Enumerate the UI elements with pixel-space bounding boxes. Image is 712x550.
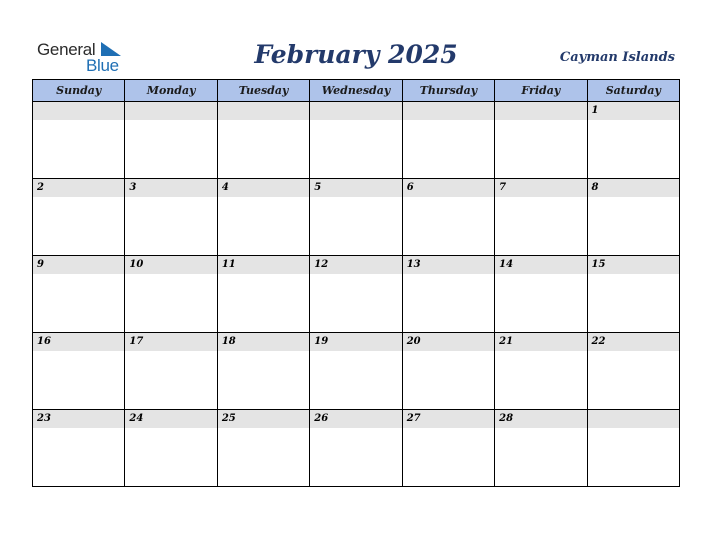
logo-blue-text: Blue xyxy=(86,56,119,75)
day-number xyxy=(33,102,124,120)
day-number: 7 xyxy=(495,179,586,197)
weekday-wednesday: Wednesday xyxy=(310,80,402,102)
day-cell xyxy=(587,179,679,256)
day-number: 24 xyxy=(125,410,216,428)
day-number: 6 xyxy=(403,179,494,197)
day-cell xyxy=(217,410,309,487)
day-number: 17 xyxy=(125,333,216,351)
day-number: 5 xyxy=(310,179,401,197)
day-cell xyxy=(402,410,494,487)
calendar-title: February 2025 xyxy=(254,40,458,69)
logo-general-text: General xyxy=(37,40,96,59)
day-cell xyxy=(310,256,402,333)
day-number: 21 xyxy=(495,333,586,351)
day-cell xyxy=(310,333,402,410)
day-cell xyxy=(33,333,125,410)
day-number xyxy=(403,102,494,120)
day-cell xyxy=(33,179,125,256)
day-cell xyxy=(495,102,587,179)
day-number: 8 xyxy=(588,179,679,197)
day-number: 18 xyxy=(218,333,309,351)
day-number: 3 xyxy=(125,179,216,197)
day-cell xyxy=(587,333,679,410)
day-number: 12 xyxy=(310,256,401,274)
day-cell xyxy=(125,410,217,487)
weekday-thursday: Thursday xyxy=(402,80,494,102)
weekday-friday: Friday xyxy=(495,80,587,102)
day-number: 13 xyxy=(403,256,494,274)
day-cell xyxy=(587,102,679,179)
day-cell xyxy=(402,256,494,333)
day-cell xyxy=(217,179,309,256)
day-number: 16 xyxy=(33,333,124,351)
day-number: 19 xyxy=(310,333,401,351)
weekday-tuesday: Tuesday xyxy=(217,80,309,102)
day-cell xyxy=(495,256,587,333)
day-cell xyxy=(125,256,217,333)
day-cell xyxy=(33,410,125,487)
day-cell xyxy=(495,410,587,487)
day-number: 22 xyxy=(588,333,679,351)
week-row xyxy=(33,256,680,333)
day-number: 20 xyxy=(403,333,494,351)
day-number xyxy=(588,410,679,428)
day-number: 14 xyxy=(495,256,586,274)
day-cell xyxy=(217,256,309,333)
day-cell xyxy=(310,410,402,487)
weekday-sunday: Sunday xyxy=(33,80,125,102)
day-cell xyxy=(310,102,402,179)
day-cell xyxy=(310,179,402,256)
day-cell xyxy=(495,333,587,410)
day-cell xyxy=(587,410,679,487)
day-cell xyxy=(402,102,494,179)
day-cell xyxy=(125,333,217,410)
day-cell xyxy=(495,179,587,256)
week-row xyxy=(33,179,680,256)
day-number: 23 xyxy=(33,410,124,428)
country-label: Cayman Islands xyxy=(559,50,675,65)
day-number: 25 xyxy=(218,410,309,428)
week-row xyxy=(33,102,680,179)
day-number: 10 xyxy=(125,256,216,274)
calendar-grid xyxy=(32,79,680,487)
day-cell xyxy=(33,102,125,179)
day-number: 1 xyxy=(588,102,679,120)
week-row xyxy=(33,333,680,410)
day-number: 2 xyxy=(33,179,124,197)
day-cell xyxy=(125,179,217,256)
day-cell xyxy=(33,256,125,333)
day-number xyxy=(310,102,401,120)
weekday-saturday: Saturday xyxy=(587,80,679,102)
day-number xyxy=(125,102,216,120)
day-cell xyxy=(217,333,309,410)
day-number: 9 xyxy=(33,256,124,274)
day-number: 28 xyxy=(495,410,586,428)
day-cell xyxy=(587,256,679,333)
day-number: 15 xyxy=(588,256,679,274)
weekday-monday: Monday xyxy=(125,80,217,102)
day-number: 11 xyxy=(218,256,309,274)
day-number: 26 xyxy=(310,410,401,428)
week-row xyxy=(33,410,680,487)
day-cell xyxy=(125,102,217,179)
day-cell xyxy=(402,179,494,256)
day-number: 4 xyxy=(218,179,309,197)
weekday-header-row xyxy=(33,80,680,102)
day-cell xyxy=(217,102,309,179)
day-number xyxy=(495,102,586,120)
day-number: 27 xyxy=(403,410,494,428)
day-number xyxy=(218,102,309,120)
day-cell xyxy=(402,333,494,410)
